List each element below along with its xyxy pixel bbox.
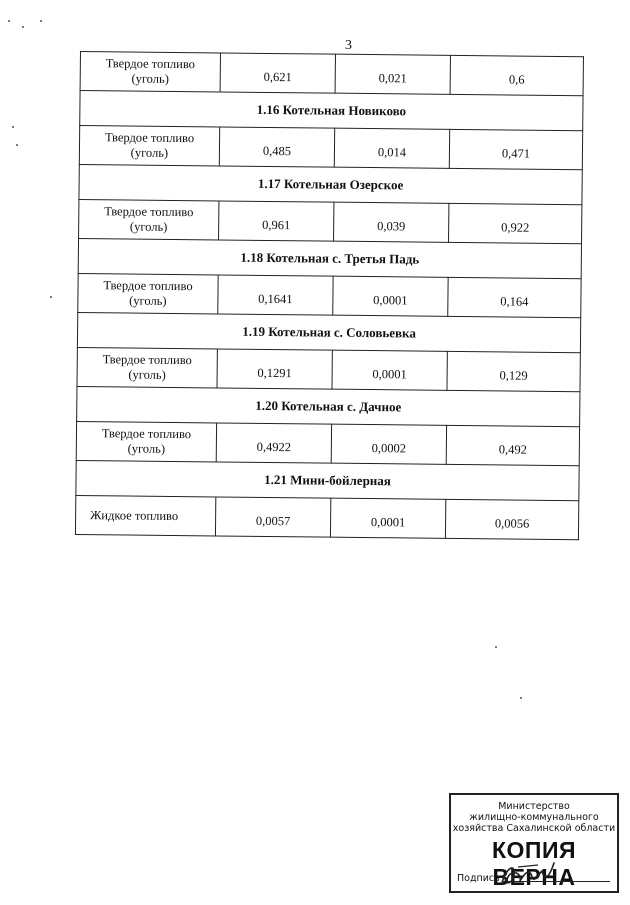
value-cell: 0,485 [219,127,334,167]
fuel-type-cell [76,421,216,461]
fuel-type-line: Твердое топливо [102,352,192,368]
page-number: 3 [345,38,352,53]
fuel-type-line: (уголь) [130,145,169,160]
scan-speck [50,296,52,298]
fuel-type-cell [77,347,217,387]
value-cell: 0,1641 [218,275,333,315]
table-row [79,199,582,243]
stamp-ministry-line: хозяйства Сахалинской области [452,823,616,834]
scan-speck [22,26,24,28]
fuel-table [75,51,584,540]
value-cell: 0,129 [447,351,580,391]
section-row [79,164,582,204]
scan-speck [520,697,522,699]
stamp-ministry-line: жилищно-коммунального [469,812,599,823]
scan-speck [16,144,18,146]
fuel-type-line: (уголь) [131,71,169,86]
section-row [78,238,581,278]
value-cell: 0,164 [448,277,581,317]
fuel-type-line: (уголь) [129,219,168,234]
fuel-type-cell: Жидкое топливо [75,495,215,535]
fuel-type-line: Твердое топливо [104,204,194,220]
value-cell: 0,4922 [216,423,331,463]
stamp-ministry-line: Министерство [498,801,570,812]
fuel-table-wrapper [75,51,583,540]
fuel-type-line: (уголь) [128,367,166,382]
fuel-type-line: Твердое топливо [103,278,193,294]
section-title: 1.16 Котельная Новиково [80,91,583,131]
value-cell: 0,471 [449,129,582,169]
section-title: 1.19 Котельная с. Соловьевка [77,312,580,352]
section-title: 1.21 Мини-бойлерная [76,460,579,500]
scan-speck [495,646,497,648]
value-cell: 0,0056 [445,499,578,539]
stamp-main-text: КОПИЯ ВЕРНА [491,837,577,890]
fuel-type-cell [79,126,219,166]
handwritten-signature [498,855,558,893]
section-row [77,386,580,426]
signature-label: Подпись [457,873,500,884]
section-row [77,312,580,352]
table-row [79,126,582,170]
value-cell: 0,0001 [332,350,447,390]
fuel-type-line: Твердое топливо [101,426,192,442]
table-row [77,347,580,391]
fuel-type-cell [79,199,219,239]
value-cell: 0,0057 [215,497,330,537]
fuel-type-line: (уголь) [127,441,166,456]
value-cell: 0,6 [450,55,583,95]
value-cell: 0,0001 [333,276,448,316]
value-cell: 0,0002 [331,424,446,464]
table-row [75,495,578,539]
value-cell: 0,492 [446,425,579,465]
fuel-type-cell [80,52,220,92]
value-cell: 0,039 [334,202,449,242]
fuel-type-line: (уголь) [129,293,167,308]
value-cell: 0,1291 [217,349,332,389]
fuel-type-line: Твердое топливо [105,56,196,72]
value-cell: 0,021 [335,54,450,94]
section-title: 1.20 Котельная с. Дачное [77,386,580,426]
section-title: 1.17 Котельная Озерское [79,164,582,204]
value-cell: 0,014 [334,128,449,168]
scan-speck [8,20,10,22]
fuel-type-line: Твердое топливо [104,130,195,146]
section-row [76,460,579,500]
table-row [76,421,579,465]
section-row [80,91,583,131]
scan-speck [40,20,42,22]
table-row [78,273,581,317]
value-cell: 0,0001 [330,498,445,538]
table-row [80,52,583,96]
value-cell: 0,621 [220,53,335,93]
value-cell: 0,961 [219,201,334,241]
value-cell: 0,922 [449,203,582,243]
section-title: 1.18 Котельная с. Третья Падь [78,238,581,278]
scan-speck [12,126,14,128]
fuel-type-cell [78,273,218,313]
